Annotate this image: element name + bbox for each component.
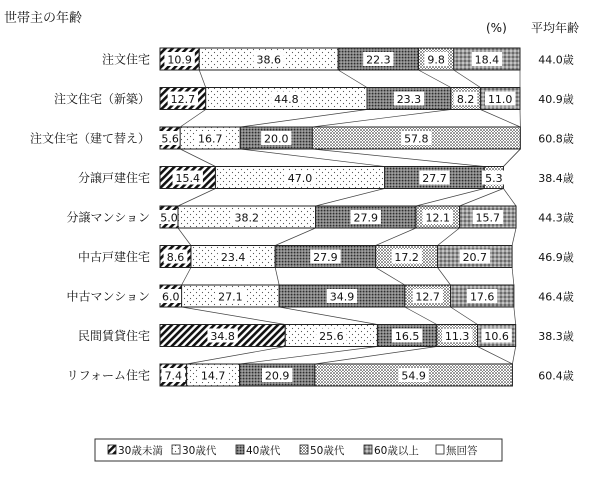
data-label: 15.7 <box>476 212 501 225</box>
connector-line <box>512 228 516 246</box>
average-age-label: 60.8歳 <box>538 132 574 146</box>
data-label: 20.0 <box>264 133 289 146</box>
connector-line <box>338 70 367 88</box>
connector-line <box>312 149 484 167</box>
average-age-label: 38.4歳 <box>538 171 574 185</box>
data-label: 12.7 <box>171 93 196 106</box>
average-age-label: 44.0歳 <box>538 53 574 67</box>
data-label: 27.1 <box>218 291 243 304</box>
legend-swatch <box>172 445 180 454</box>
category-label: 注文住宅（建て替え） <box>30 131 150 146</box>
average-age-label: 60.4歳 <box>538 369 574 383</box>
data-label: 54.9 <box>401 370 426 383</box>
connector-line <box>182 268 191 286</box>
connector-line <box>405 307 437 325</box>
data-label: 27.9 <box>353 212 378 225</box>
average-age-label: 46.4歳 <box>538 290 574 304</box>
connector-line <box>376 268 405 286</box>
data-label: 14.7 <box>201 370 226 383</box>
data-label: 5.3 <box>485 172 503 185</box>
average-age-labels <box>538 53 574 383</box>
unit-label: (%) <box>486 21 507 35</box>
legend-label: 50歳代 <box>310 444 345 457</box>
data-label: 47.0 <box>288 172 313 185</box>
legend-label: 無回答 <box>446 444 478 457</box>
data-label: 27.7 <box>422 172 447 185</box>
data-label: 12.1 <box>425 212 450 225</box>
category-label: リフォーム住宅 <box>67 369 150 383</box>
category-label: 分譲戸建住宅 <box>78 170 150 185</box>
category-label: 注文住宅（新築） <box>54 92 150 106</box>
connector-line <box>460 189 504 207</box>
category-label: 民間賃貸住宅 <box>78 328 150 343</box>
connector-line <box>478 347 513 365</box>
data-label: 11.0 <box>488 93 513 106</box>
connector-line <box>312 110 451 128</box>
data-label: 5.6 <box>161 133 179 146</box>
connector-line <box>512 347 515 365</box>
connector-line <box>199 70 205 88</box>
legend-swatch <box>236 445 244 454</box>
data-label: 10.6 <box>484 330 509 343</box>
data-label: 7.4 <box>165 370 183 383</box>
average-age-label: 38.3歳 <box>538 329 574 343</box>
connector-line <box>240 347 378 365</box>
connector-line <box>503 149 520 167</box>
data-label: 8.2 <box>457 93 475 106</box>
connector-line <box>240 149 384 167</box>
data-label: 15.4 <box>175 172 200 185</box>
category-label: 中古戸建住宅 <box>78 249 150 264</box>
connector-line <box>376 228 416 246</box>
legend <box>95 439 502 461</box>
data-label: 16.7 <box>198 133 223 146</box>
data-label: 8.6 <box>167 251 185 264</box>
category-label: 中古マンション <box>67 289 150 304</box>
bars-group <box>157 48 520 386</box>
data-label: 18.4 <box>475 54 500 67</box>
category-label: 注文住宅 <box>102 53 150 67</box>
data-label: 11.3 <box>445 330 470 343</box>
connector-line <box>275 228 315 246</box>
connector-line <box>316 189 385 207</box>
connector-line <box>180 149 215 167</box>
connector-line <box>503 189 516 207</box>
category-labels <box>30 53 150 383</box>
data-label: 23.4 <box>221 251 246 264</box>
data-label: 16.5 <box>395 330 420 343</box>
data-label: 27.9 <box>313 251 338 264</box>
legend-label: 30歳未満 <box>118 444 163 457</box>
connector-line <box>178 189 215 207</box>
data-label: 44.8 <box>274 93 299 106</box>
connector-line <box>178 228 191 246</box>
legend-label: 60歳以上 <box>374 444 419 457</box>
connector-line <box>182 307 286 325</box>
category-label: 分譲マンション <box>67 210 150 225</box>
data-label: 38.6 <box>256 54 281 67</box>
connector-line <box>418 70 450 88</box>
data-label: 17.6 <box>470 291 495 304</box>
data-label: 25.6 <box>319 330 344 343</box>
connector-line <box>416 189 484 207</box>
data-label: 34.8 <box>210 330 235 343</box>
data-label: 5.0 <box>160 212 178 225</box>
legend-swatch <box>300 445 308 454</box>
chart-title: 世帯主の年齢 <box>4 10 82 26</box>
data-label: 20.7 <box>463 251 488 264</box>
connector-line <box>315 347 437 365</box>
connector-line <box>451 307 478 325</box>
legend-swatch <box>436 445 444 454</box>
average-age-label: 40.9歳 <box>538 92 574 106</box>
connector-line <box>438 268 451 286</box>
data-label: 20.9 <box>265 370 290 383</box>
data-label: 10.9 <box>167 54 192 67</box>
data-label: 34.9 <box>330 291 355 304</box>
average-age-label: 46.9歳 <box>538 250 574 264</box>
connector-line <box>275 268 279 286</box>
legend-swatch <box>108 445 116 454</box>
data-label: 17.2 <box>394 251 419 264</box>
average-age-label: 44.3歳 <box>538 211 574 225</box>
data-label: 9.8 <box>427 54 445 67</box>
connector-line <box>480 110 520 128</box>
data-label: 6.0 <box>162 291 180 304</box>
connector-line <box>514 307 516 325</box>
legend-label: 40歳代 <box>246 444 281 457</box>
connector-line <box>240 110 367 128</box>
legend-label: 30歳代 <box>182 444 217 457</box>
data-label: 22.3 <box>366 54 391 67</box>
data-label: 12.7 <box>415 291 440 304</box>
average-age-header: 平均年齢 <box>531 20 579 35</box>
connector-line <box>180 110 206 128</box>
data-label: 57.8 <box>404 133 429 146</box>
connector-line <box>279 307 377 325</box>
data-label: 38.2 <box>235 212 260 225</box>
connector-line <box>438 228 460 246</box>
connector-line <box>512 268 514 286</box>
connector-line <box>454 70 481 88</box>
legend-swatch <box>364 445 372 454</box>
connector-line <box>187 347 286 365</box>
data-label: 23.3 <box>397 93 422 106</box>
